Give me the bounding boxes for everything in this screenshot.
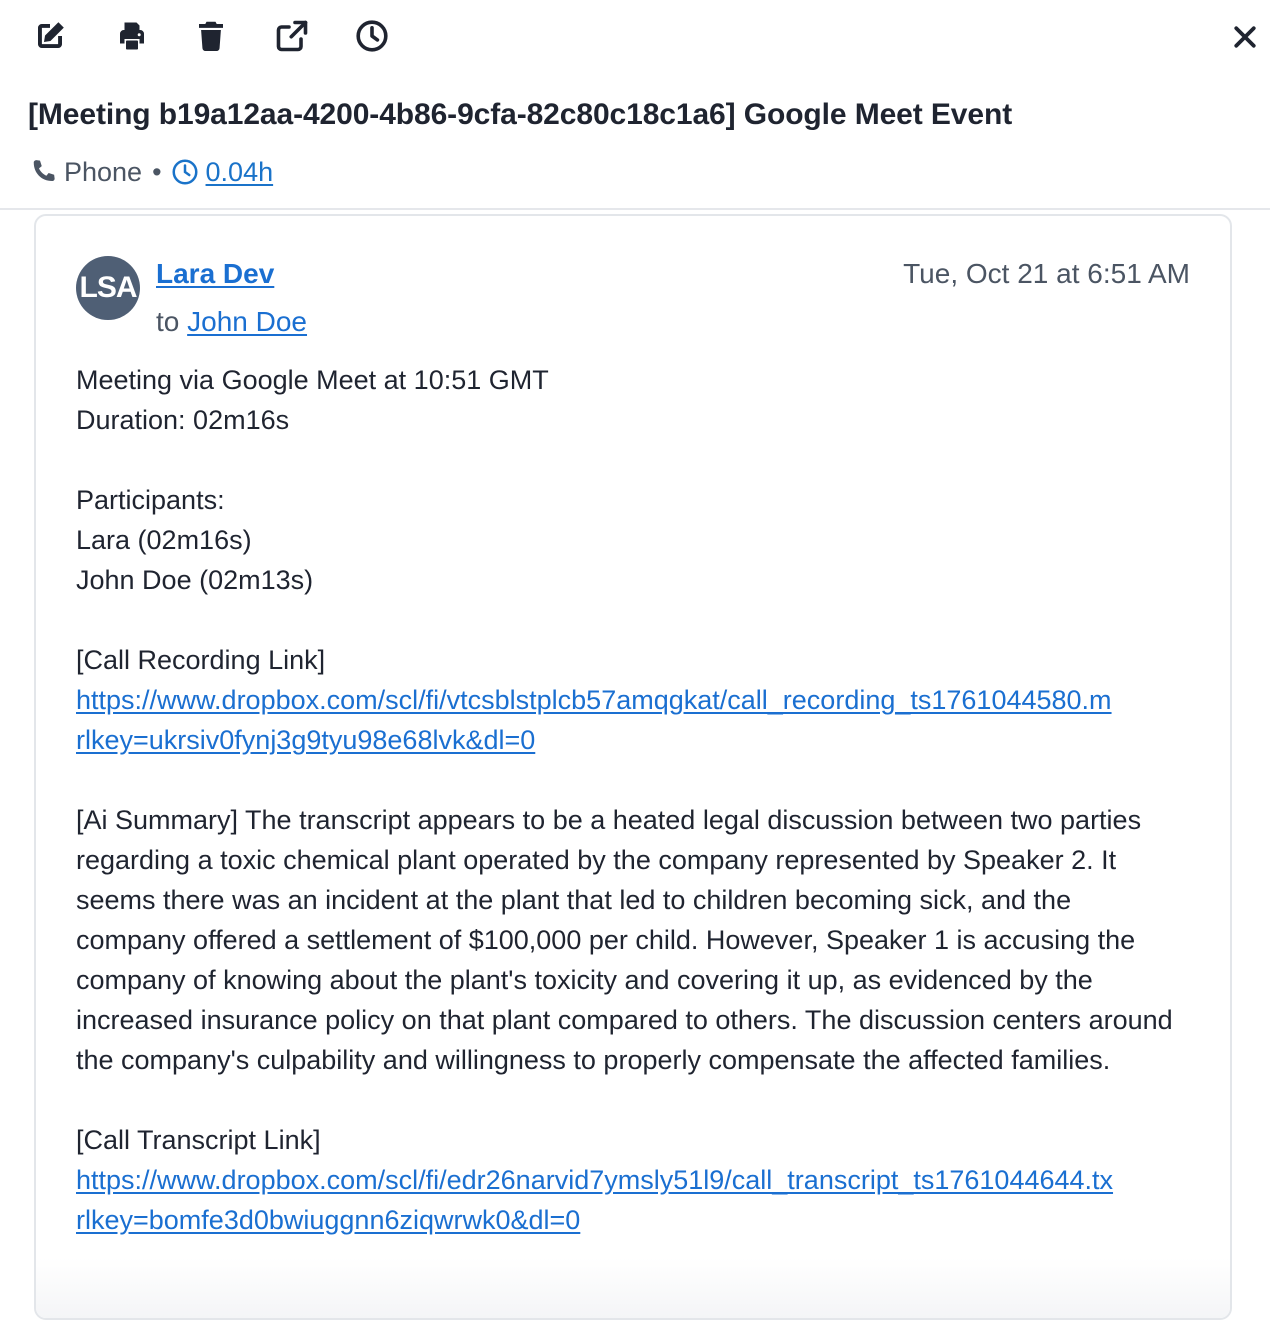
meeting-duration: Duration: 02m16s xyxy=(76,405,290,435)
participants-label: Participants: xyxy=(76,485,225,515)
trash-icon xyxy=(193,18,229,54)
print-icon xyxy=(114,18,150,54)
close-button[interactable] xyxy=(1226,18,1264,56)
recording-link[interactable]: https://www.dropbox.com/scl/fi/vtcsblstplcb57amqgkat/call_recording_ts1761044580.m xyxy=(76,685,1112,715)
transcript-link[interactable]: https://www.dropbox.com/scl/fi/edr26narvid7ymsly51l9/call_transcript_ts1761044644.tx xyxy=(76,1165,1114,1195)
open-external-button[interactable] xyxy=(272,16,312,56)
meeting-info: Meeting via Google Meet at 10:51 GMT xyxy=(76,365,549,395)
recording-link-continued[interactable]: rlkey=ukrsiv0fynj3g9tyu98e68lvk&dl=0 xyxy=(76,725,536,755)
page-title: [Meeting b19a12aa-4200-4b86-9cfa-82c80c18c1a6] Google Meet Event xyxy=(28,98,1013,131)
sender-link[interactable]: Lara Dev xyxy=(156,258,275,289)
phone-icon xyxy=(28,157,58,187)
message-body xyxy=(76,360,1232,1240)
transcript-link-continued[interactable]: rlkey=bomfe3d0bwiuggnn6ziqwrwk0&dl=0 xyxy=(76,1205,581,1235)
meta-separator: • xyxy=(152,156,162,187)
recording-label: [Call Recording Link] xyxy=(76,645,326,675)
ai-summary: [Ai Summary] The transcript appears to be a heated legal discussion between two parties regarding a toxic chemical plant operated by the company represented by Speaker 2. It seems there was an incident at the plant that led to children becoming sick, and the company offered a settlement of $100,000 per child. However, Speaker 1 is accusing the company of knowing about the plant's toxicity and covering it up, as evidenced by the increased insurance policy on that plant compared to others. The discussion centers around the company's culpability and willingness to properly compensate the affected families. xyxy=(76,805,1173,1075)
message-timestamp: Tue, Oct 21 at 6:51 AM xyxy=(903,258,1190,289)
delete-button[interactable] xyxy=(191,16,231,56)
to-label: to xyxy=(156,306,180,337)
history-icon xyxy=(354,18,390,54)
transcript-label: [Call Transcript Link] xyxy=(76,1125,321,1155)
edit-button[interactable] xyxy=(30,16,70,56)
scroll-fade xyxy=(36,1258,1230,1318)
avatar: LSA xyxy=(76,256,140,320)
toolbar xyxy=(0,0,1270,76)
channel-label: Phone xyxy=(64,156,143,187)
clock-icon xyxy=(170,157,200,187)
history-button[interactable] xyxy=(352,16,392,56)
recipient-link[interactable]: John Doe xyxy=(187,306,308,337)
participant-item: John Doe (02m13s) xyxy=(76,565,314,595)
edit-icon xyxy=(32,18,68,54)
print-button[interactable] xyxy=(112,16,152,56)
close-icon xyxy=(1230,22,1260,52)
external-link-icon xyxy=(274,18,310,54)
duration-link[interactable]: 0.04h xyxy=(205,156,274,187)
activity-meta xyxy=(28,154,273,190)
header-divider xyxy=(0,208,1270,210)
participant-item: Lara (02m16s) xyxy=(76,525,252,555)
recipient-line xyxy=(156,306,307,338)
message-card xyxy=(34,214,1232,1320)
